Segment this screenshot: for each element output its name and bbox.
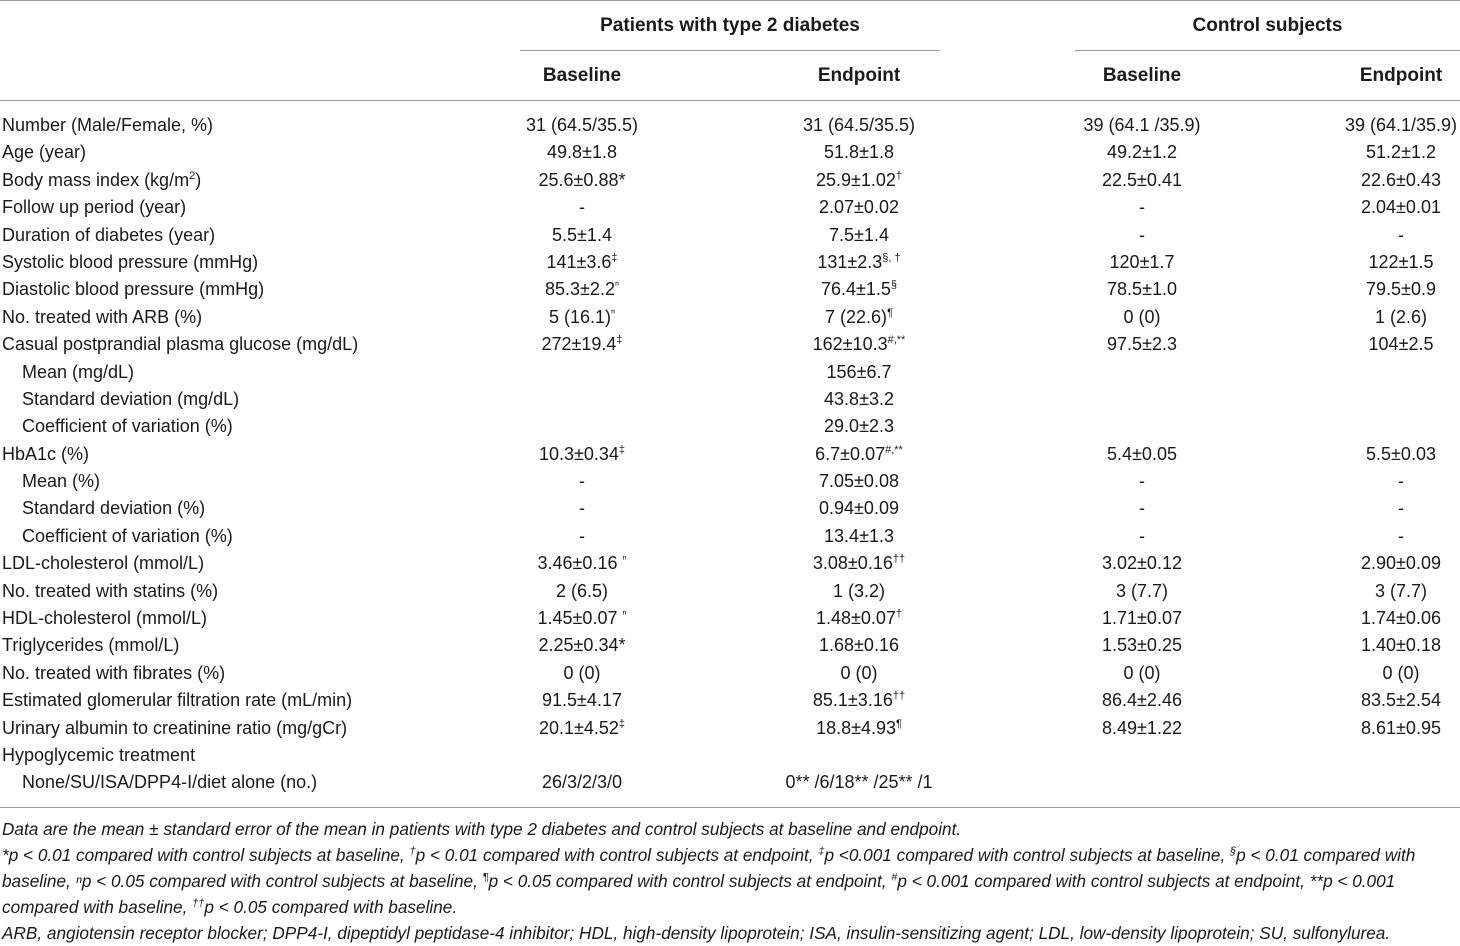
cell-footnote-mark: †† bbox=[892, 690, 906, 703]
footnote-mark: § bbox=[1230, 845, 1237, 858]
table-cell-c4 bbox=[1281, 715, 1460, 742]
table-cell-c1 bbox=[462, 715, 702, 742]
cell-value: 2.25±0.34* bbox=[538, 635, 626, 656]
row-label-text: Triglycerides (mmol/L) bbox=[2, 635, 180, 656]
cell-footnote-mark: ⁿ bbox=[614, 279, 619, 292]
cell-value: 29.0±2.3 bbox=[824, 416, 894, 437]
table-row bbox=[0, 194, 1460, 221]
cell-value: 141±3.6 bbox=[546, 251, 612, 272]
row-label bbox=[2, 605, 207, 632]
cell-value: 49.8±1.8 bbox=[547, 142, 617, 163]
cell-value: 7 (22.6) bbox=[825, 306, 888, 327]
table-cell-c3 bbox=[1022, 167, 1262, 194]
cell-value: 1.48±0.07 bbox=[815, 608, 896, 629]
table-cell-c2 bbox=[739, 468, 979, 495]
table-cell-c1 bbox=[462, 222, 702, 249]
table-cell-c3 bbox=[1022, 495, 1262, 522]
cell-value: 85.3±2.2 bbox=[545, 279, 615, 300]
table-cell-c3 bbox=[1022, 468, 1262, 495]
table-cell-c1 bbox=[462, 249, 702, 276]
table-row bbox=[0, 578, 1460, 605]
table-cell-c3 bbox=[1022, 276, 1262, 303]
cell-value: 0 (0) bbox=[1382, 662, 1420, 683]
cell-value: 31 (64.5/35.5) bbox=[802, 115, 916, 135]
table-cell-c2 bbox=[739, 386, 979, 413]
cell-value: 51.8±1.8 bbox=[824, 142, 894, 163]
cell-footnote-mark: #,** bbox=[885, 443, 903, 456]
table-row bbox=[0, 359, 1460, 386]
row-label bbox=[2, 276, 264, 303]
table-cell-c4 bbox=[1281, 112, 1460, 139]
footnote-text: p <0.001 compared with control subjects at baseline, bbox=[824, 845, 1231, 865]
table-bottom-rule bbox=[0, 807, 1460, 808]
cell-value: 2.07±0.02 bbox=[819, 197, 899, 218]
table-row bbox=[0, 742, 1460, 769]
footnote-text: p < 0.001 compared with control subjects at endpoint, bbox=[897, 871, 1310, 891]
table-row bbox=[0, 413, 1460, 440]
table-cell-c3 bbox=[1022, 112, 1262, 139]
table-row bbox=[0, 249, 1460, 276]
table-cell-c4 bbox=[1281, 276, 1460, 303]
cell-value: 0 (0) bbox=[840, 662, 878, 683]
cell-value: 104±2.5 bbox=[1368, 334, 1434, 355]
cell-value: 1 (3.2) bbox=[832, 580, 886, 601]
cell-value: 0** /6/18** /25** /1 bbox=[785, 772, 933, 793]
table-cell-c2 bbox=[739, 249, 979, 276]
table-cell-c2 bbox=[739, 550, 979, 577]
cell-value: 8.61±0.95 bbox=[1361, 717, 1441, 738]
footnote-text: p < 0.05 compared with control subjects at endpoint, bbox=[488, 871, 892, 891]
row-label-text: Estimated glomerular filtration rate (mL/min) bbox=[2, 690, 353, 711]
cell-footnote-mark: ⁿ bbox=[611, 306, 616, 319]
table-cell-c2 bbox=[739, 167, 979, 194]
table-row bbox=[0, 222, 1460, 249]
row-label-text: Coefficient of variation (%) bbox=[22, 525, 233, 546]
cell-value: 51.2±1.2 bbox=[1366, 142, 1436, 163]
cell-value: 156±6.7 bbox=[826, 361, 892, 382]
cell-value: 131±2.3 bbox=[817, 251, 883, 272]
subheader-endpoint-diabetes: Endpoint bbox=[817, 65, 901, 86]
footnote-abbreviations: ARB, angiotensin receptor blocker; DPP4-I, dipeptidyl peptidase-4 inhibitor; HDL, high-density lipoprotein; ISA, insulin-sensitizing agent; LDL, low-density lipoprotein; SU, sulfonylurea. bbox=[2, 923, 1391, 943]
cell-value: 83.5±2.54 bbox=[1361, 690, 1441, 711]
footnote-significance bbox=[2, 842, 1458, 920]
cell-value: 162±10.3 bbox=[812, 334, 888, 355]
table-cell-c2 bbox=[739, 112, 979, 139]
table-cell-c2 bbox=[739, 359, 979, 386]
table-cell-c3 bbox=[1022, 523, 1262, 550]
cell-value: 85.1±3.16 bbox=[812, 690, 893, 711]
table-cell-c4 bbox=[1281, 441, 1460, 468]
table-cell-c1 bbox=[462, 632, 702, 659]
subheader-endpoint-control: Endpoint bbox=[1359, 65, 1443, 86]
table-cell-c1 bbox=[462, 495, 702, 522]
row-label bbox=[22, 769, 317, 796]
row-label bbox=[2, 660, 225, 687]
table-cell-c1 bbox=[462, 550, 702, 577]
cell-value: 1.74±0.06 bbox=[1361, 608, 1441, 629]
table-row bbox=[0, 715, 1460, 742]
subheader-baseline-control: Baseline bbox=[1102, 65, 1182, 86]
row-label bbox=[22, 523, 233, 550]
table-cell-c1 bbox=[462, 441, 702, 468]
cell-value: 25.9±1.02 bbox=[815, 169, 896, 190]
cell-value: 97.5±2.3 bbox=[1107, 334, 1177, 355]
table-row bbox=[0, 441, 1460, 468]
cell-value: - bbox=[1398, 498, 1404, 519]
table-cell-c1 bbox=[462, 660, 702, 687]
cell-value: 10.3±0.34 bbox=[538, 443, 619, 464]
table-cell-c3 bbox=[1022, 194, 1262, 221]
table-row bbox=[0, 605, 1460, 632]
table-cell-c3 bbox=[1022, 715, 1262, 742]
cell-footnote-mark: †† bbox=[892, 553, 906, 566]
table-cell-c4 bbox=[1281, 578, 1460, 605]
table-top-rule bbox=[0, 0, 1460, 1]
row-label-text: No. treated with fibrates (%) bbox=[2, 662, 226, 683]
table-cell-c3 bbox=[1022, 632, 1262, 659]
table-cell-c1 bbox=[462, 167, 702, 194]
table-row bbox=[0, 495, 1460, 522]
control-span-rule bbox=[1075, 50, 1460, 51]
row-label bbox=[2, 578, 218, 605]
cell-value: 0 (0) bbox=[1123, 662, 1161, 683]
cell-value: 22.5±0.41 bbox=[1102, 169, 1182, 190]
table-cell-c2 bbox=[739, 715, 979, 742]
diabetes-span-rule bbox=[520, 50, 940, 51]
cell-value: 0.94±0.09 bbox=[819, 498, 899, 519]
row-label bbox=[22, 413, 233, 440]
table-cell-c4 bbox=[1281, 249, 1460, 276]
cell-value: 3 (7.7) bbox=[1374, 580, 1428, 601]
cell-footnote-mark: ‡ bbox=[618, 717, 626, 730]
table-cell-c2 bbox=[739, 495, 979, 522]
group-header-diabetes: Patients with type 2 diabetes bbox=[600, 15, 860, 36]
cell-value: 7.05±0.08 bbox=[819, 471, 899, 492]
cell-value: 22.6±0.43 bbox=[1361, 169, 1441, 190]
row-label-text: Mean (%) bbox=[22, 471, 101, 492]
cell-value: - bbox=[1139, 471, 1145, 492]
row-label-superscript: 2 bbox=[189, 169, 196, 182]
cell-value: - bbox=[579, 197, 585, 218]
cell-value: - bbox=[1398, 525, 1404, 546]
row-label-text: HDL-cholesterol (mmol/L) bbox=[2, 608, 208, 629]
cell-value: 272±19.4 bbox=[541, 334, 617, 355]
table-row bbox=[0, 523, 1460, 550]
table-cell-c1 bbox=[462, 769, 702, 796]
table-cell-c2 bbox=[739, 222, 979, 249]
table-cell-c2 bbox=[739, 139, 979, 166]
row-label-text: No. treated with ARB (%) bbox=[2, 306, 203, 327]
cell-value: 2.90±0.09 bbox=[1361, 553, 1441, 574]
table-cell-c1 bbox=[462, 468, 702, 495]
row-label-text: Standard deviation (%) bbox=[22, 498, 206, 519]
row-label-text: Systolic blood pressure (mmHg) bbox=[2, 251, 259, 272]
table-cell-c2 bbox=[739, 605, 979, 632]
cell-value: 1.68±0.16 bbox=[819, 635, 899, 656]
cell-value: - bbox=[1139, 498, 1145, 519]
cell-value: 5.5±1.4 bbox=[552, 224, 612, 245]
row-label-text: Mean (mg/dL) bbox=[22, 361, 135, 382]
footnote-mark: ¶ bbox=[482, 871, 489, 884]
table-cell-c3 bbox=[1022, 605, 1262, 632]
footnote-mark: †† bbox=[192, 897, 205, 910]
cell-value: 18.8±4.93 bbox=[816, 717, 897, 738]
cell-footnote-mark: ¶ bbox=[896, 717, 902, 730]
cell-value: 20.1±4.52 bbox=[538, 717, 619, 738]
cell-footnote-mark: ‡ bbox=[618, 443, 626, 456]
table-row bbox=[0, 304, 1460, 331]
table-row bbox=[0, 112, 1460, 139]
cell-value: 1.45±0.07 bbox=[537, 608, 623, 629]
cell-value: - bbox=[1398, 224, 1404, 245]
footnote-text: **p < 0.001 compared with baseline, bbox=[2, 871, 1396, 917]
table-cell-c2 bbox=[739, 194, 979, 221]
cell-value: 3.46±0.16 bbox=[537, 553, 623, 574]
table-cell-c1 bbox=[462, 139, 702, 166]
table-cell-c3 bbox=[1022, 441, 1262, 468]
cell-value: - bbox=[579, 471, 585, 492]
table-cell-c1 bbox=[462, 578, 702, 605]
row-label bbox=[22, 468, 100, 495]
table-cell-c4 bbox=[1281, 687, 1460, 714]
row-label-text: Hypoglycemic treatment bbox=[2, 744, 196, 765]
row-label bbox=[2, 167, 201, 194]
table-cell-c1 bbox=[462, 304, 702, 331]
table-row bbox=[0, 276, 1460, 303]
row-label-text: Body mass index (kg/m bbox=[2, 169, 190, 190]
table-cell-c2 bbox=[739, 304, 979, 331]
table-row bbox=[0, 769, 1460, 796]
cell-value: 2 (6.5) bbox=[555, 580, 609, 601]
table-row bbox=[0, 660, 1460, 687]
header-bottom-rule bbox=[0, 100, 1460, 101]
cell-value: - bbox=[1398, 471, 1404, 492]
group-header-control: Control subjects bbox=[1192, 15, 1343, 36]
cell-value: 79.5±0.9 bbox=[1366, 279, 1436, 300]
table-cell-c3 bbox=[1022, 550, 1262, 577]
table-row bbox=[0, 632, 1460, 659]
cell-value: - bbox=[1139, 197, 1145, 218]
row-label-text: Urinary albumin to creatinine ratio (mg/gCr) bbox=[2, 717, 348, 738]
row-label bbox=[22, 386, 239, 413]
row-label-text: Number (Male/Female, %) bbox=[2, 115, 214, 135]
row-label bbox=[2, 222, 215, 249]
row-label-text: Casual postprandial plasma glucose (mg/dL) bbox=[2, 334, 359, 355]
table-cell-c3 bbox=[1022, 687, 1262, 714]
table-row bbox=[0, 331, 1460, 358]
cell-value: 120±1.7 bbox=[1109, 251, 1175, 272]
table-cell-c1 bbox=[462, 194, 702, 221]
row-label bbox=[2, 742, 195, 769]
table-cell-c3 bbox=[1022, 222, 1262, 249]
table-cell-c3 bbox=[1022, 249, 1262, 276]
table-body bbox=[0, 112, 1460, 797]
cell-value: 7.5±1.4 bbox=[829, 224, 889, 245]
table-cell-c1 bbox=[462, 687, 702, 714]
row-label bbox=[2, 632, 179, 659]
footnote-text: p < 0.01 compared with baseline, bbox=[2, 845, 1416, 891]
table-cell-c4 bbox=[1281, 632, 1460, 659]
cell-value: 78.5±1.0 bbox=[1107, 279, 1177, 300]
table-cell-c4 bbox=[1281, 194, 1460, 221]
table-cell-c4 bbox=[1281, 468, 1460, 495]
cell-value: 1.71±0.07 bbox=[1102, 608, 1182, 629]
cell-value: 8.49±1.22 bbox=[1102, 717, 1182, 738]
table-cell-c2 bbox=[739, 632, 979, 659]
row-label bbox=[2, 441, 89, 468]
row-label bbox=[2, 331, 358, 358]
cell-value: - bbox=[579, 525, 585, 546]
row-label-text: Follow up period (year) bbox=[2, 197, 187, 218]
table-cell-c4 bbox=[1281, 605, 1460, 632]
cell-value: 3.02±0.12 bbox=[1102, 553, 1182, 574]
table-cell-c4 bbox=[1281, 523, 1460, 550]
table-cell-c1 bbox=[462, 276, 702, 303]
table-row bbox=[0, 687, 1460, 714]
cell-value: 76.4±1.5 bbox=[820, 279, 891, 300]
row-label-text: No. treated with statins (%) bbox=[2, 580, 219, 601]
cell-value: 43.8±3.2 bbox=[824, 388, 894, 409]
cell-value: - bbox=[579, 498, 585, 519]
row-label bbox=[2, 194, 186, 221]
row-label-text: Diastolic blood pressure (mmHg) bbox=[2, 279, 265, 300]
footnote-mark: ‡ bbox=[818, 845, 825, 858]
cell-value: 49.2±1.2 bbox=[1107, 142, 1177, 163]
cell-value: 91.5±4.17 bbox=[542, 690, 622, 711]
cell-value: 31 (64.5/35.5) bbox=[525, 115, 639, 135]
table-cell-c2 bbox=[739, 413, 979, 440]
cell-footnote-mark: ‡ bbox=[616, 334, 623, 347]
cell-value: 25.6±0.88* bbox=[538, 169, 626, 190]
cell-value: - bbox=[1139, 525, 1145, 546]
table-cell-c2 bbox=[739, 276, 979, 303]
footnote-text: p < 0.01 compared with control subjects at endpoint, bbox=[415, 845, 819, 865]
cell-footnote-mark: ⁿ bbox=[622, 608, 627, 621]
row-label-text: LDL-cholesterol (mmol/L) bbox=[2, 553, 205, 574]
cell-value: 39 (64.1/35.9) bbox=[1344, 115, 1458, 135]
cell-value: 1.53±0.25 bbox=[1102, 635, 1182, 656]
table-cell-c2 bbox=[739, 578, 979, 605]
footnote-text: *p < 0.01 compared with control subjects at baseline, bbox=[2, 845, 410, 865]
table-footnotes bbox=[2, 816, 1458, 946]
cell-footnote-mark: ‡ bbox=[611, 251, 618, 264]
row-label bbox=[2, 687, 352, 714]
table-row bbox=[0, 468, 1460, 495]
footnote-mark: # bbox=[891, 871, 898, 884]
row-label bbox=[2, 550, 204, 577]
table-cell-c3 bbox=[1022, 139, 1262, 166]
cell-value: 5.4±0.05 bbox=[1107, 443, 1177, 464]
table-cell-c2 bbox=[739, 769, 979, 796]
cell-value: 0 (0) bbox=[1123, 306, 1161, 327]
table-cell-c4 bbox=[1281, 331, 1460, 358]
cell-value: 0 (0) bbox=[563, 662, 601, 683]
footnote-data-description: Data are the mean ± standard error of the mean in patients with type 2 diabetes and control subjects at baseline and endpoint. bbox=[2, 819, 962, 839]
table-cell-c4 bbox=[1281, 222, 1460, 249]
row-label-text: Duration of diabetes (year) bbox=[2, 224, 216, 245]
table-cell-c1 bbox=[462, 523, 702, 550]
table-cell-c3 bbox=[1022, 660, 1262, 687]
row-label bbox=[2, 139, 86, 166]
table-cell-c2 bbox=[739, 687, 979, 714]
table-cell-c1 bbox=[462, 331, 702, 358]
table-cell-c4 bbox=[1281, 304, 1460, 331]
cell-footnote-mark: † bbox=[895, 169, 903, 182]
table-cell-c4 bbox=[1281, 550, 1460, 577]
cell-value: - bbox=[1139, 224, 1145, 245]
table-cell-c4 bbox=[1281, 139, 1460, 166]
row-label-text: Coefficient of variation (%) bbox=[22, 416, 233, 437]
cell-footnote-mark: ¶ bbox=[887, 306, 893, 319]
row-label-text: None/SU/ISA/DPP4-I/diet alone (no.) bbox=[22, 772, 318, 793]
cell-footnote-mark: §, † bbox=[882, 251, 901, 264]
cell-value: 3 (7.7) bbox=[1115, 580, 1169, 601]
cell-value: 6.7±0.07 bbox=[815, 443, 886, 464]
footnote-text: ⁿp < 0.05 compared with control subjects at baseline, bbox=[75, 871, 483, 891]
cell-value: 26/3/2/3/0 bbox=[541, 772, 623, 793]
cell-value: 122±1.5 bbox=[1368, 251, 1434, 272]
cell-value: 39 (64.1 /35.9) bbox=[1083, 115, 1201, 135]
cell-footnote-mark: #,** bbox=[887, 334, 906, 347]
row-label bbox=[22, 359, 134, 386]
cell-value: 1 (2.6) bbox=[1374, 306, 1428, 327]
row-label-text: Age (year) bbox=[2, 142, 87, 163]
row-label-text: HbA1c (%) bbox=[2, 443, 90, 464]
table-cell-c1 bbox=[462, 112, 702, 139]
cell-value: 2.04±0.01 bbox=[1361, 197, 1441, 218]
footnote-mark: † bbox=[409, 845, 416, 858]
table-cell-c2 bbox=[739, 660, 979, 687]
row-label-suffix: ) bbox=[195, 169, 202, 190]
subheader-baseline-diabetes: Baseline bbox=[542, 65, 622, 86]
table-row bbox=[0, 167, 1460, 194]
cell-footnote-mark: ⁿ bbox=[622, 553, 627, 566]
cell-value: 5.5±0.03 bbox=[1366, 443, 1436, 464]
row-label-text: Standard deviation (mg/dL) bbox=[22, 388, 240, 409]
cell-footnote-mark: § bbox=[890, 279, 898, 292]
table-cell-c4 bbox=[1281, 660, 1460, 687]
cell-value: 13.4±1.3 bbox=[824, 525, 894, 546]
table-cell-c3 bbox=[1022, 304, 1262, 331]
table-cell-c4 bbox=[1281, 167, 1460, 194]
table-cell-c3 bbox=[1022, 578, 1262, 605]
table-cell-c2 bbox=[739, 523, 979, 550]
footnote-text: p < 0.05 compared with baseline. bbox=[204, 897, 458, 917]
table-row bbox=[0, 386, 1460, 413]
table-row bbox=[0, 139, 1460, 166]
row-label bbox=[2, 249, 258, 276]
table-cell-c2 bbox=[739, 441, 979, 468]
row-label bbox=[22, 495, 205, 522]
row-label bbox=[2, 715, 347, 742]
table-cell-c4 bbox=[1281, 495, 1460, 522]
row-label bbox=[2, 304, 202, 331]
cell-value: 1.40±0.18 bbox=[1361, 635, 1441, 656]
row-label bbox=[2, 112, 213, 139]
table-row bbox=[0, 550, 1460, 577]
table-cell-c2 bbox=[739, 331, 979, 358]
table-cell-c1 bbox=[462, 605, 702, 632]
cell-value: 5 (16.1) bbox=[548, 306, 612, 327]
table-cell-c3 bbox=[1022, 331, 1262, 358]
cell-value: 86.4±2.46 bbox=[1102, 690, 1182, 711]
cell-value: 3.08±0.16 bbox=[812, 553, 893, 574]
cell-footnote-mark: † bbox=[895, 608, 903, 621]
